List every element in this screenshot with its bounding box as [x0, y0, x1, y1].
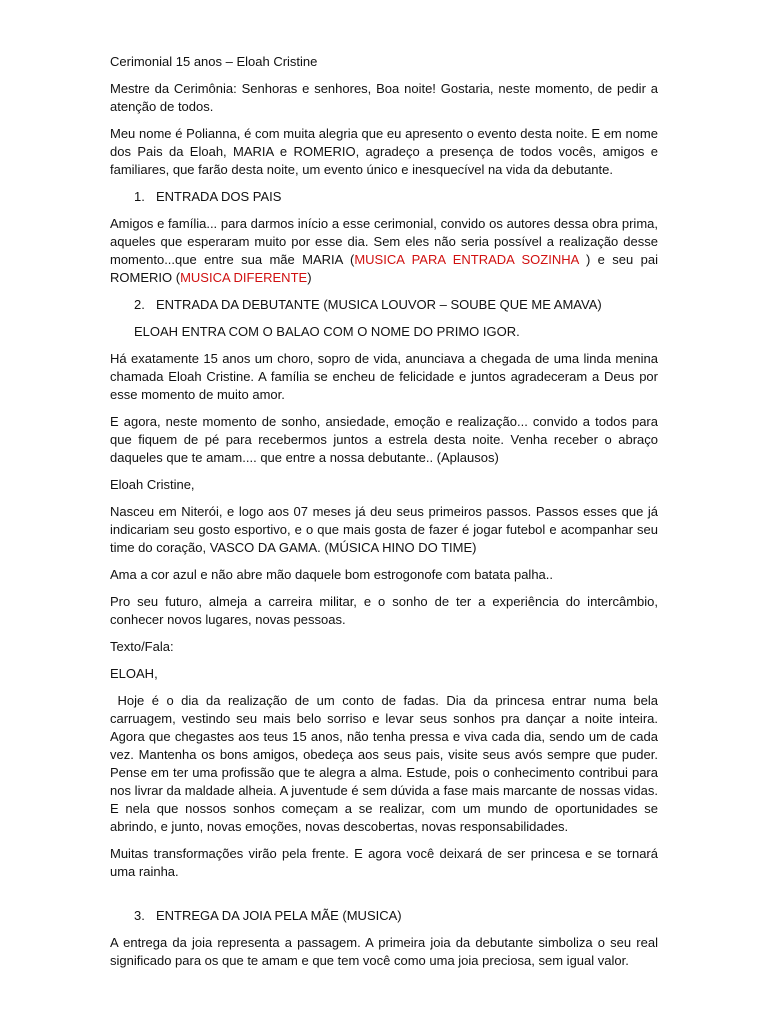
paragraph-speech-label: Texto/Fala:	[110, 639, 174, 654]
section-title: ENTRADA DOS PAIS	[156, 189, 282, 204]
text-run: Amigos e família... para darmos início a esse cerimonial, convido os autores dessa obra prima, aqueles que esperaram muito por esse dia. Sem eles não seria possível a realização desse momento...que entre sua mãe MARIA (	[110, 216, 658, 267]
paragraph-opening: Mestre da Cerimônia: Senhoras e senhores, Boa noite! Gostaria, neste momento, de pedir a atenção de todos.	[110, 81, 658, 114]
highlight-music-note: MUSICA DIFERENTE	[180, 270, 308, 285]
section-title: ENTREGA DA JOIA PELA MÃE (MUSICA)	[156, 908, 402, 923]
paragraph-transformation: Muitas transformações virão pela frente. E agora você deixará de ser princesa e se tornará uma rainha.	[110, 846, 658, 879]
section-number: 1.	[134, 189, 145, 204]
section-heading-2	[110, 296, 658, 314]
paragraph-balloon-note: ELOAH ENTRA COM O BALAO COM O NOME DO PRIMO IGOR.	[134, 324, 520, 339]
section-heading-1	[110, 188, 658, 206]
paragraph-parents-entry	[110, 215, 658, 287]
paragraph-preferences: Ama a cor azul e não abre mão daquele bom estrogonofe com batata palha..	[110, 567, 554, 582]
paragraph-jewel: A entrega da joia representa a passagem. A primeira joia da debutante simboliza o seu real significado para os que te amam e que tem você como uma joia preciosa, sem igual valor.	[110, 935, 658, 968]
document-title: Cerimonial 15 anos – Eloah Cristine	[110, 54, 318, 69]
paragraph-speech: Hoje é o dia da realização de um conto de fadas. Dia da princesa entrar numa bela carruagem, vestindo seu mais belo sorriso e levar seus sonhos pra dançar a noite inteira. Agora que chegastes aos teus 15 anos, não tenha pressa e viva cada dia, sendo um de cada vez. Mantenha os bons amigos, obedeça aos seus pais, visite seus avós sempre que puder. Pense em ter uma profissão que te alegra a alma. Estude, pois o conhecimento contribui para nos livrar da maldade alheia. A juventude é sem dúvida a fase mais marcante de nossas vidas. E nela que nossos sonhos começam a se realizar, com um mundo de oportunidades se abrindo, e junto, novas emoções, novas descobertas, novas responsabilidades.	[110, 693, 658, 834]
paragraph-speech-address: ELOAH,	[110, 666, 158, 681]
paragraph-name-line: Eloah Cristine,	[110, 477, 195, 492]
text-run: )	[307, 270, 312, 285]
paragraph-birth: Há exatamente 15 anos um choro, sopro de vida, anunciava a chegada de uma linda menina chamada Eloah Cristine. A família se encheu de felicidade e juntos agradeceram a Deus por esse momento de muito amor.	[110, 351, 658, 402]
blank-line	[110, 890, 658, 907]
paragraph-invitation: E agora, neste momento de sonho, ansiedade, emoção e realização... convido a todos para que fiquem de pé para recebermos juntos a estrela desta noite. Venha receber o abraço daqueles que te amam.... que entre a nossa debutante.. (Aplausos)	[110, 414, 658, 465]
section-number: 3.	[134, 908, 145, 923]
paragraph-introduction: Meu nome é Polianna, é com muita alegria que eu apresento o evento desta noite. E em nome dos Pais da Eloah, MARIA e ROMERIO, agradeço a presença de todos vocês, amigos e familiares, que farão desta noite, um evento único e inesquecível na vida da debutante.	[110, 126, 658, 177]
paragraph-future: Pro seu futuro, almeja a carreira militar, e o sonho de ter a experiência do intercâmbio, conhecer novos lugares, novas pessoas.	[110, 594, 658, 627]
text-run: ) e seu pai ROMERIO (	[110, 252, 658, 285]
section-title: ENTRADA DA DEBUTANTE (MUSICA LOUVOR – SOUBE QUE ME AMAVA)	[156, 297, 602, 312]
paragraph-biography: Nasceu em Niterói, e logo aos 07 meses já deu seus primeiros passos. Passos esses que já indicariam seu gosto esportivo, e o que mais gosta de fazer é jogar futebol e acompanhar seu time do coração, VASCO DA GAMA. (MÚSICA HINO DO TIME)	[110, 504, 658, 555]
section-heading-3	[110, 907, 658, 925]
section-number: 2.	[134, 297, 145, 312]
highlight-music-note: MUSICA PARA ENTRADA SOZINHA	[354, 252, 579, 267]
